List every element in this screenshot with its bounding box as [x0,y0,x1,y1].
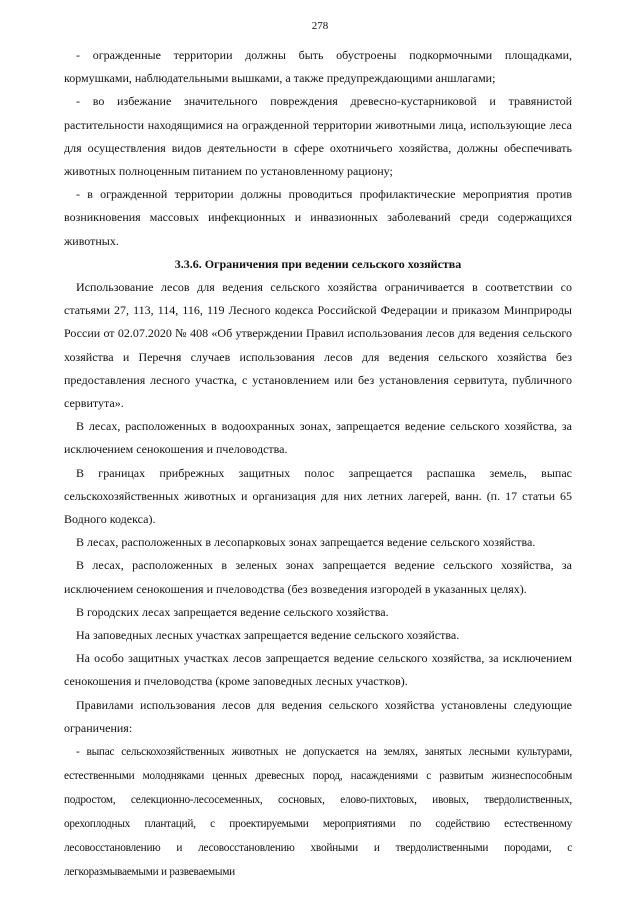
paragraph: В границах прибрежных защитных полос запрещается распашка земель, выпас сельскохозяйственных животных и организация для них летних лагерей, ванн. (п. 17 статьи 65 Водного кодекса). [64,465,572,527]
page-number: 278 [311,20,329,32]
paragraph: Использование лесов для ведения сельского хозяйства ограничивается в соответствии со статьями 27, 113, 114, 116, 119 Лесного кодекса Российской Федерации и приказом Минприроды России от 02.07.2020 № 408 «Об утверждении Правил использования лесов для ведения сельского хозяйства и Перечня случаев использования лесов для ведения сельского хозяйства без предоставления лесного участка, с установлением или без установления сервитута, публичного сервитута». [64,280,572,411]
paragraph: - в огражденной территории должны проводиться профилактические мероприятия против возникновения массовых инфекционных и инвазионных заболеваний среди содержащихся животных. [64,187,572,248]
paragraph: В лесах, расположенных в лесопарковых зонах запрещается ведение сельского хозяйства. [76,535,536,550]
paragraph: В лесах, расположенных в зеленых зонах запрещается ведение сельского хозяйства, за исключением сенокошения и пчеловодства (без возведения изгородей в указанных целях). [64,558,572,596]
paragraph: В лесах, расположенных в водоохранных зонах, запрещается ведение сельского хозяйства, за исключением сенокошения и пчеловодства. [64,419,572,457]
page-body [64,44,572,884]
paragraph: - огражденные территории должны быть обустроены подкормочными площадками, кормушками, наблюдательными вышками, а также предупреждающими аншлагами; [64,48,572,86]
paragraph: В городских лесах запрещается ведение сельского хозяйства. [76,604,389,619]
paragraph: - во избежание значительного повреждения древесно-кустарниковой и травянистой растительности находящимися на огражденной территории животными лица, использующие леса для осуществления видов деятельности в сфере охотничьего хозяйства, должны обеспечивать животных полноценным питанием по установленному рациону; [64,94,572,179]
paragraph: - выпас сельскохозяйственных животных не допускается на землях, занятых лесными культурами, естественными молодняками ценных древесных пород, насаждениями с развитым жизнеспособным подростом, селекционно-лесосеменных, сосновых, елово-пихтовых, ивовых, твердолиственных, орехоплодных плантаций, с проектируемыми мероприятиями по содействию естественному лесовосстановлению и лесовосстановлению хвойными и твердолиственными породами, с легкоразмываемыми и развеваемыми [64,746,572,879]
section-heading: 3.3.6. Ограничения при ведении сельского хозяйства [174,256,462,271]
paragraph: На особо защитных участках лесов запрещается ведение сельского хозяйства, за исключением сенокошения и пчеловодства (кроме заповедных лесных участков). [64,651,572,689]
paragraph: На заповедных лесных участках запрещается ведение сельского хозяйства. [76,628,460,643]
paragraph: Правилами использования лесов для ведения сельского хозяйства установлены следующие ограничения: [64,697,572,735]
